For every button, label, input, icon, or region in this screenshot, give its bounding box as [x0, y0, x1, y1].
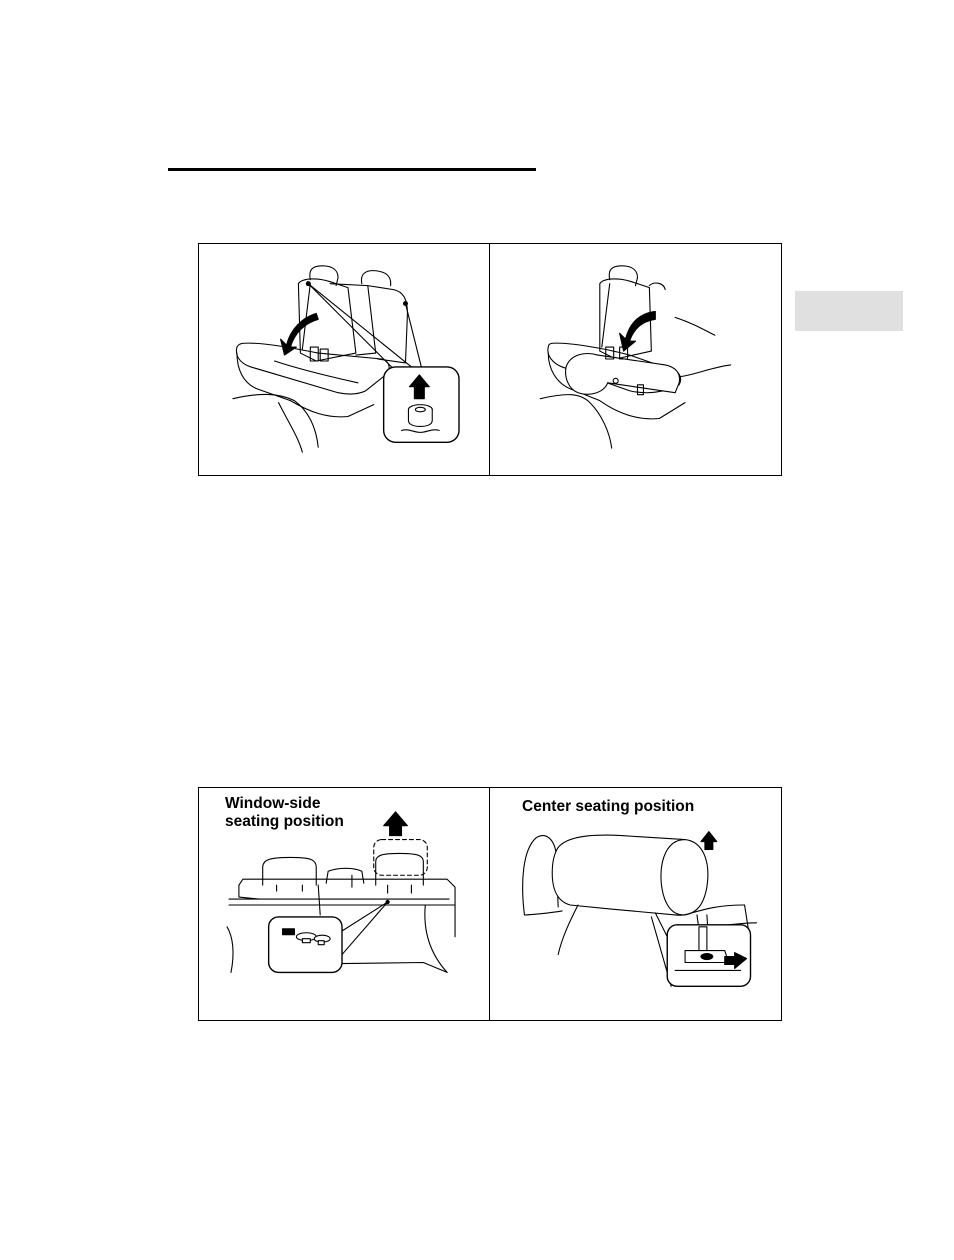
seatback-fold-arrow	[620, 311, 656, 351]
up-arrow	[384, 812, 408, 836]
seatback-release-illustration	[199, 244, 490, 475]
center-seat-panel	[490, 788, 781, 1020]
up-arrow	[701, 832, 717, 850]
section-title-rule	[168, 168, 536, 171]
seatback-folded-illustration	[490, 244, 781, 475]
chapter-side-tab	[795, 291, 903, 331]
window-side-caption-line2: seating position	[225, 813, 344, 830]
center-seat-caption: Center seating position	[522, 798, 695, 815]
seatback-fold-figure	[198, 243, 782, 476]
window-side-panel	[199, 788, 490, 1020]
head-restraint-figure	[198, 787, 782, 1021]
window-side-caption-line1: Window-side	[225, 795, 321, 812]
